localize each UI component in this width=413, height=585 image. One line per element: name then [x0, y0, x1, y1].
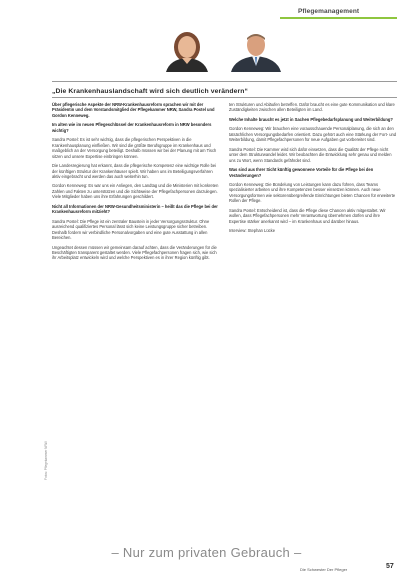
section-label: Pflegemanagement [298, 8, 360, 15]
body-paragraph: Gordon Kenneweg: Wir brauchen eine vorausschauende Personalplanung, die sich an den tatsächlichen Versorgungsbedarfen orientiert. Dazu gehört auch eine Stärkung der Fort- und Weiterbildung, damit Pflegefachpersonen für neue Aufgaben gut vorbereitet sind. [229, 126, 397, 143]
interview-question: Im alten wie im neuen Pflegeschlüssel der Krankenhausreform in NRW besonders wichtig? [52, 122, 212, 133]
journal-name: Die Schwester Der Pfleger [300, 567, 348, 572]
divider-bottom [52, 97, 397, 98]
body-paragraph: Ungeachtet dessen müssen wir gemeinsam darauf achten, dass die Veränderungen für die Beschäftigten transparent gestaltet werden. Viele Pflegefachpersonen fragen sich, wie sich ihr Arbeitsplatz entwickeln wird und welche Perspektiven es in ihrer Region künftig gibt. [52, 244, 217, 261]
article-headline: „Die Krankenhauslandschaft wird sich deutlich verändern“ [52, 88, 248, 95]
interview-question: Welche Inhalte braucht es jetzt in Sachen Pflegebedarfsplanung und Weiterbildung? [229, 116, 393, 122]
body-paragraph: ten Strukturen und Abläufen betreffen. Dafür braucht es eine gute Kommunikation und klare Zuständigkeiten zwischen allen Beteiligten im Land. [229, 102, 395, 113]
portrait-photo-kenneweg [225, 28, 287, 72]
body-paragraph: Sandra Postel: Die Pflege ist ein zentraler Baustein in jeder Versorgungsstruktur. Ohne ausreichend qualifiziertes Personal lässt sich keine Leistungsgruppe sicher betreiben. Deshalb fordern wir verbindliche Personalvorgaben und eine gute Ausstattung in allen Bereichen. [52, 218, 210, 241]
portrait-photo-postel [158, 28, 216, 72]
body-paragraph: Sandra Postel: Die Kammer wird sich dafür einsetzen, dass die Qualität der Pflege nicht unter dem Strukturwandel leidet. Wir beobachten die Entwicklung sehr genau und melden uns zu Wort, wenn Standards gefährdet sind. [229, 146, 392, 163]
interview-question: Was sind aus Ihrer Sicht künftig gewonnene Vorteile für die Pflege bei den Veränderungen? [229, 167, 374, 178]
article-lead: Über pflegerische Aspekte der NRW-Krankenhausreform sprachen wir mit der Präsidentin und dem Vorstandsmitglied der Pflegekammer NRW, Sandra Postel und Gordon Kenneweg. [52, 102, 215, 118]
photo-credit: Fotos: Pflegekammer NRW [44, 441, 48, 480]
page-number: 57 [386, 563, 394, 570]
section-rule [280, 17, 397, 19]
body-paragraph: Interview: Stephan Lücke [229, 228, 275, 234]
body-paragraph: Sandra Postel: Es ist sehr wichtig, dass die pflegerischen Perspektiven in die Krankenhausplanung einfließen. Wir sind die größte Berufsgruppe im Krankenhaus und maßgeblich an der Versorgung beteiligt. Deshalb müssen wir bei der Planung mit am Tisch sitzen und unsere Expertise einbringen können. [52, 137, 217, 159]
text-column-left [52, 102, 220, 542]
body-paragraph: Die Landesregierung hat erkannt, dass die pflegerische Kompetenz eine wichtige Rolle bei der künftigen Struktur der Krankenhäuser spielt. Wir haben uns im Beteiligungsverfahren aktiv eingebracht und werden das auch weiterhin tun. [52, 163, 217, 179]
body-paragraph: Gordon Kenneweg: Die Bündelung von Leistungen kann dazu führen, dass Teams spezialisierter arbeiten und ihre Kompetenzen besser einsetzen können. Auch neue Versorgungsformen wie sektorenübergreifende Einrichtungen bieten Chancen für erweiterte Rollen der Pflege. [229, 181, 396, 204]
body-paragraph: Gordon Kenneweg: Es war uns ein Anliegen, den Landtag und die Ministerien mit konkreten Zahlen und Fakten zu unterstützen und die Sichtweise der Pflegefachpersonen darzulegen. Viele Mitglieder haben uns ihre Erfahrungen geschildert. [52, 183, 219, 200]
text-column-right [229, 102, 397, 542]
interview-question: Nicht all Informationen der NRW-Gesundheitsministerin – heißt das die Pflege bei der Krankenhausreform mitzieht? [52, 203, 218, 215]
body-paragraph: Sandra Postel: Entscheidend ist, dass die Pflege diese Chancen aktiv mitgestaltet. Wir wollen, dass Pflegefachpersonen mehr Verantwortung übernehmen dürfen und ihre Expertise stärker anerkannt wird – im Krankenhaus und darüber hinaus. [229, 207, 386, 224]
divider-top [52, 81, 397, 82]
watermark-text: – Nur zum privaten Gebrauch – [111, 545, 302, 560]
